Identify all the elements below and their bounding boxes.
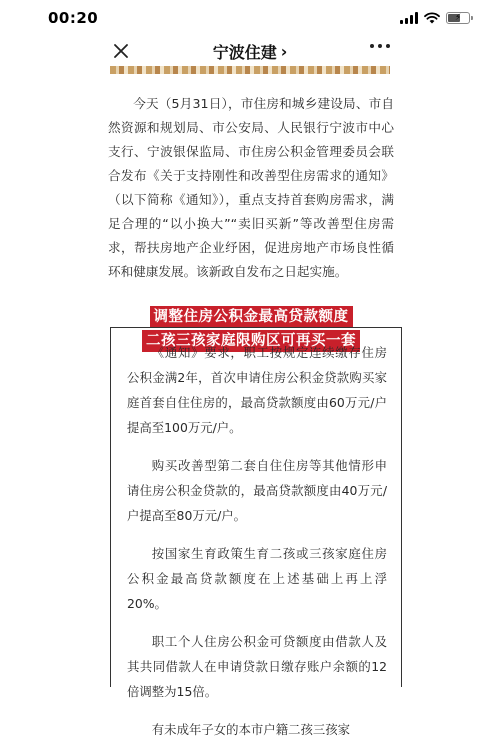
page-title-text: 宁波住建 (212, 42, 277, 62)
headline-line-2: 二孩三孩家庭限购区可再买一套 (142, 330, 360, 352)
nav-bar (0, 36, 500, 66)
headline-line-1: 调整住房公积金最高贷款额度 (150, 306, 353, 328)
charging-bolt-icon: ⚡ (454, 12, 462, 23)
cellular-signal-icon (400, 12, 418, 24)
chevron-right-icon: › (280, 41, 288, 61)
box-paragraph: 购买改善型第二套自住住房等其他情形申请住房公积金贷款的，最高贷款额度由40万元/户提高至80万元/户。 (127, 458, 387, 523)
battery-icon (446, 12, 470, 24)
box-paragraph: 按国家生育政策生育二孩或三孩家庭住房公积金最高贷款额度在上述基础上再上浮20%。 (127, 546, 387, 611)
more-icon[interactable] (370, 44, 390, 48)
framed-content-box (110, 327, 402, 737)
box-paragraph: 《通知》要求，职工按规定连续缴存住房公积金满2年，首次申请住房公积金贷款购买家庭首套自住住房的，最高贷款额度由60万元/户提高至100万元/户。 (127, 345, 387, 435)
close-icon[interactable] (110, 40, 132, 62)
banner-image-strip (110, 66, 390, 74)
status-indicators (400, 12, 470, 24)
article-body (108, 92, 394, 354)
box-paragraph: 有未成年子女的本市户籍二孩三孩家 (151, 722, 351, 737)
intro-paragraph: 今天（5月31日），市住房和城乡建设局、市自然资源和规划局、市公安局、人民银行宁波市中心支行、宁波银保监局、市住房公积金管理委员会联合发布《关于支持刚性和改善型住房需求的通知》（以下简称《通知》），重点支持首套购房需求，满足合理的“以小换大”“卖旧买新”等改善型住房需求，帮扶房地产企业纾困，促进房地产市场良性循环和健康发展。该新政自发布之日起实施。 (108, 96, 394, 279)
wifi-icon (424, 12, 440, 24)
status-bar (0, 0, 500, 36)
box-paragraph: 职工个人住房公积金可贷额度由借款人及其共同借款人在申请贷款日缴存账户余额的12倍调整为15倍。 (127, 634, 387, 699)
page-title[interactable] (213, 40, 288, 63)
status-time: 00:20 (48, 9, 99, 27)
